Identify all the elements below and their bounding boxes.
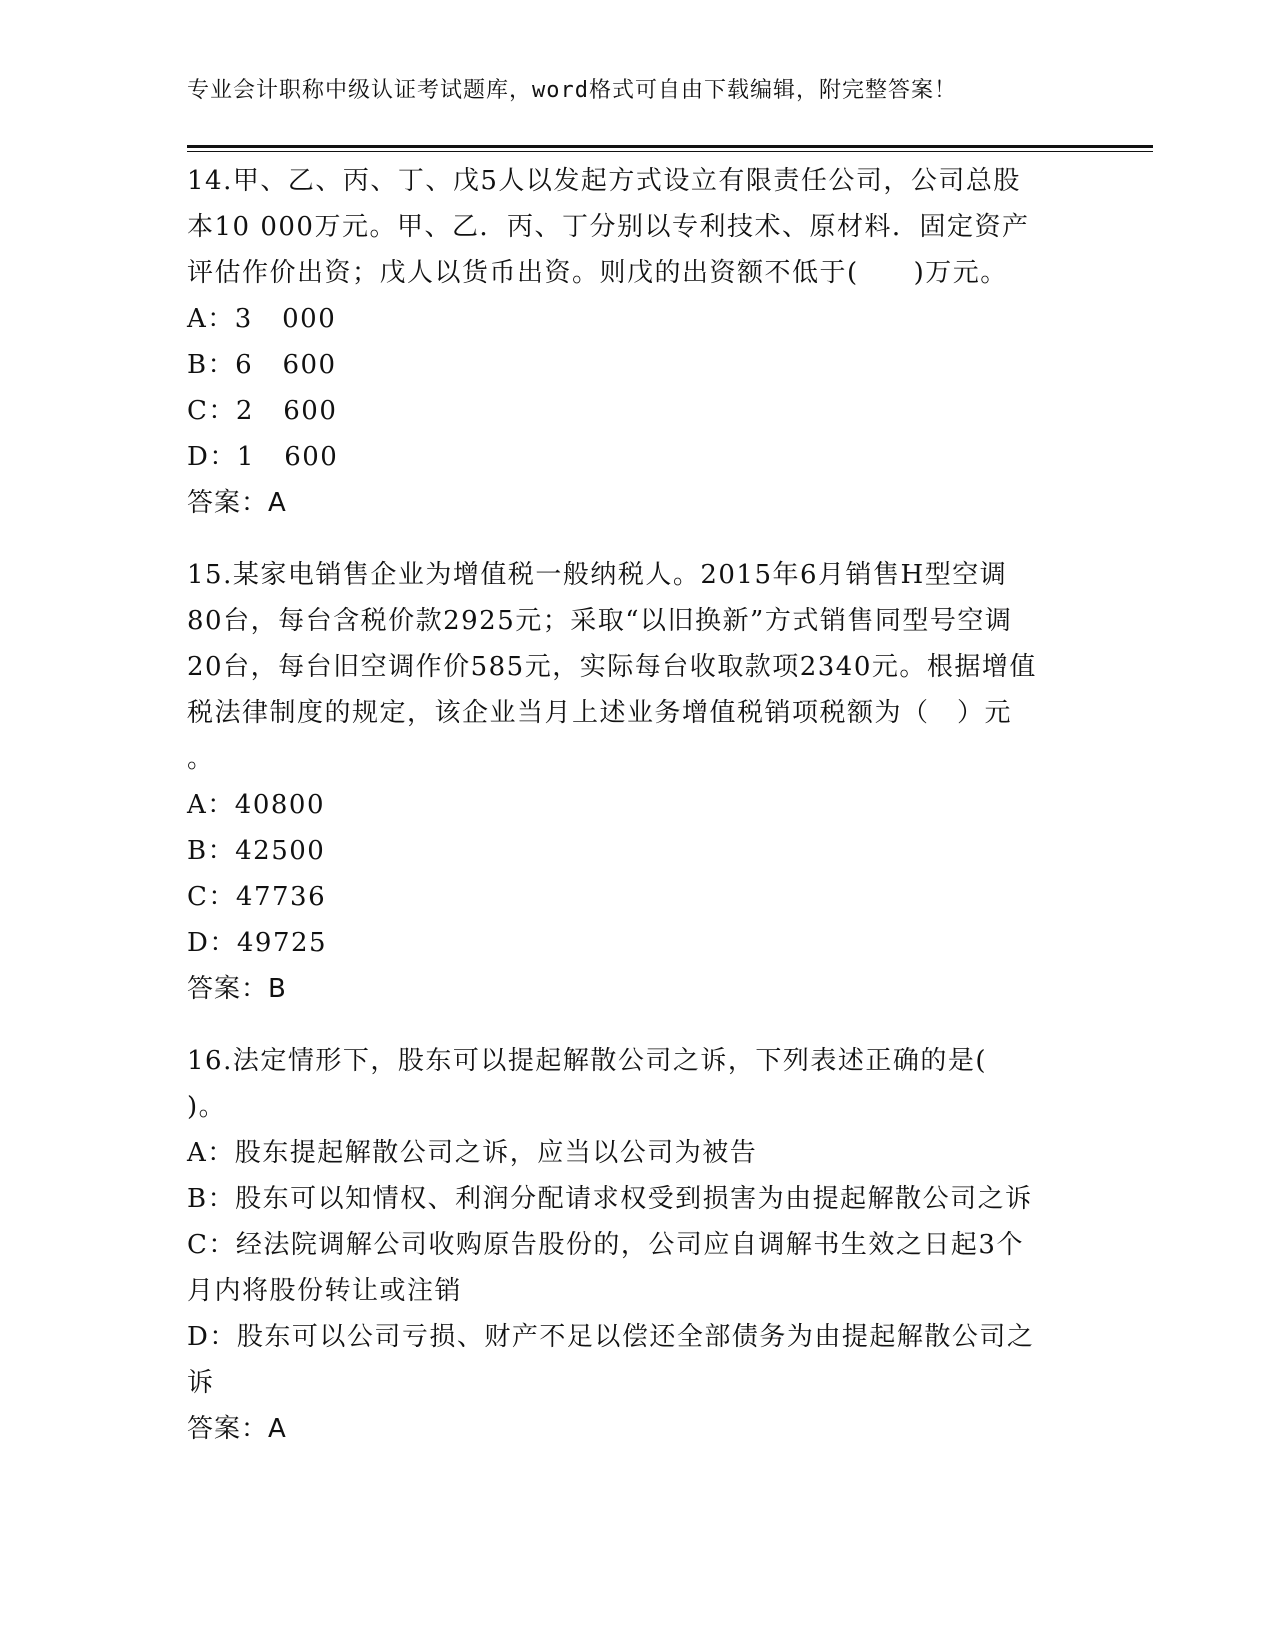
option-c (187, 874, 1087, 920)
option-letter: A： (187, 1138, 235, 1168)
option-d-continuation: 诉 (187, 1368, 215, 1398)
question-16 (187, 1038, 1087, 1452)
question-stem-line: 税法律制度的规定，该企业当月上述业务增值税销项税额为（ ）元 (187, 698, 1013, 728)
question-stem-line: 。 (187, 744, 215, 774)
option-letter: C： (187, 396, 236, 426)
option-text: 1 600 (236, 442, 339, 472)
option-d (187, 920, 1087, 966)
answer-line: 答案：A (187, 1414, 287, 1444)
option-text: 6 600 (235, 350, 337, 380)
option-letter: D： (187, 1322, 237, 1352)
option-d (187, 434, 1087, 480)
option-letter: A： (187, 790, 235, 820)
question-stem-line: )。 (187, 1092, 227, 1122)
question-15 (187, 552, 1087, 1012)
header-rule-thick (187, 145, 1153, 148)
option-letter: B： (187, 836, 236, 866)
header-rule-thin (187, 151, 1153, 152)
option-c-continuation: 月内将股份转让或注销 (187, 1276, 463, 1306)
option-letter: D： (187, 928, 237, 958)
option-text: 经法院调解公司收购原告股份的，公司应自调解书生效之日起3个 (235, 1230, 1024, 1260)
option-text: 49725 (236, 928, 328, 958)
question-stem-line: 15.某家电销售企业为增值税一般纳税人。2015年6月销售H型空调 (187, 560, 1008, 590)
question-stem-line: 80台，每台含税价款2925元；采取“以旧换新”方式销售同型号空调 (187, 606, 1013, 636)
option-text: 42500 (235, 836, 326, 866)
option-b (187, 1176, 1087, 1222)
option-text: 股东可以知情权、利润分配请求权受到损害为由提起解散公司之诉 (235, 1184, 1033, 1214)
option-letter: C： (187, 882, 236, 912)
question-stem-line: 14.甲、乙、丙、丁、戊5人以发起方式设立有限责任公司，公司总股 (187, 166, 1021, 196)
option-text: 股东提起解散公司之诉，应当以公司为被告 (234, 1138, 758, 1168)
option-letter: D： (187, 442, 237, 472)
option-a (187, 296, 1087, 342)
question-stem-line: 20台，每台旧空调作价585元，实际每台收取款项2340元。根据增值 (187, 652, 1037, 682)
question-stem-line: 评估作价出资；戊人以货币出资。则戊的出资额不低于( )万元。 (187, 258, 1008, 288)
option-text: 47736 (235, 882, 327, 912)
option-b (187, 342, 1087, 388)
option-letter: B： (187, 1184, 236, 1214)
option-c (187, 1222, 1087, 1268)
option-a (187, 782, 1087, 828)
page-header: 专业会计职称中级认证考试题库，word格式可自由下载编辑，附完整答案！ (187, 78, 957, 103)
option-text: 2 600 (235, 396, 338, 426)
question-stem-line: 16.法定情形下，股东可以提起解散公司之诉，下列表述正确的是( (187, 1046, 987, 1076)
question-14 (187, 158, 1087, 526)
option-b (187, 828, 1087, 874)
option-letter: C： (187, 1230, 236, 1260)
option-a (187, 1130, 1087, 1176)
question-stem-line: 本10 000万元。甲、乙．丙、丁分别以专利技术、原材料．固定资产 (187, 212, 1030, 242)
answer-line: 答案：A (187, 488, 287, 518)
option-text: 股东可以公司亏损、财产不足以偿还全部债务为由提起解散公司之 (236, 1322, 1035, 1352)
option-letter: A： (187, 304, 235, 334)
option-letter: B： (187, 350, 236, 380)
question-list (187, 158, 1087, 1478)
option-text: 3 000 (234, 304, 337, 334)
option-d (187, 1314, 1087, 1360)
answer-line: 答案：B (187, 974, 287, 1004)
option-text: 40800 (234, 790, 325, 820)
option-c (187, 388, 1087, 434)
